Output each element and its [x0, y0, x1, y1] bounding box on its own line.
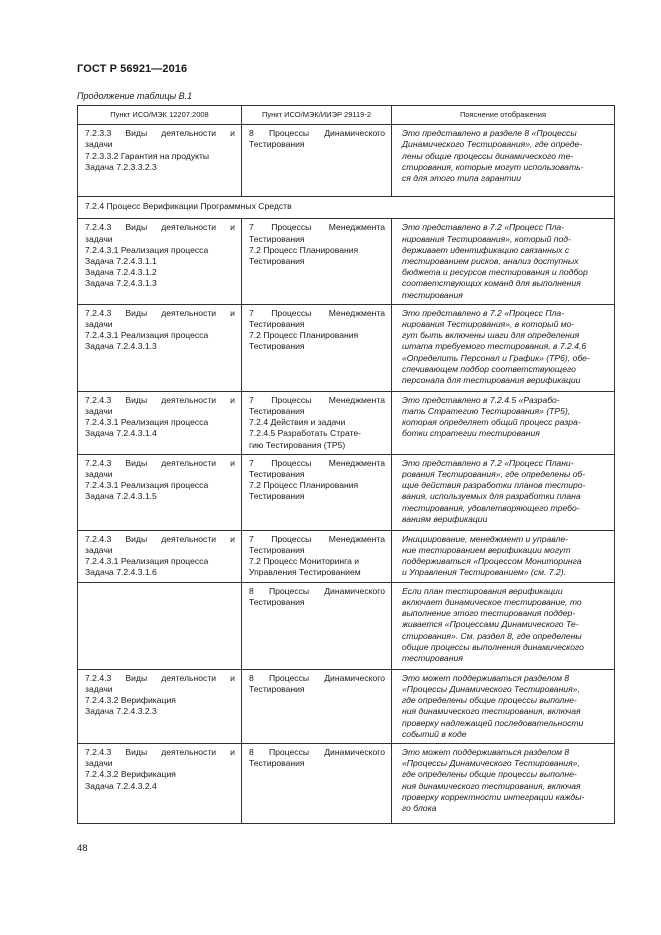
cell-text-line: 8 Процессы Динамического	[249, 747, 385, 758]
cell-text-line: соответствующих команд для выполнения	[402, 278, 581, 289]
table-header-row	[78, 106, 615, 125]
cell-text-line: 7.2 Процесс Мониторинга и	[249, 556, 360, 567]
cell-text-line: 8 Процессы Динамического	[249, 672, 385, 683]
cell-text-line: 7.2.4.3 Виды деятельности и	[85, 222, 235, 233]
cell-text-line: Это представлено в 7.2 «Процесс Пла-	[402, 307, 565, 318]
cell-text-line: 7.2.4.3 Виды деятельности и	[85, 307, 235, 318]
cell-text-line: «Определить Персонал и График» (ТР6), обе-	[402, 352, 590, 363]
cell-text-line: нирования Тестирования», в который мо-	[402, 319, 575, 330]
table-row	[78, 304, 615, 391]
section-heading: 7.2.4 Процесс Верификации Программных Средств	[78, 197, 615, 219]
explanation-cell	[392, 530, 615, 582]
cell-text-line: стирования, которые могут использовать-	[402, 161, 584, 172]
cell-text-line: проверку корректности интеграции кажды-	[402, 791, 585, 802]
cell-text-line: рования Тестирования», где определены об-	[402, 469, 586, 480]
explanation-cell	[392, 454, 615, 530]
cell-text-line: 7.2 Процесс Планирования	[249, 330, 359, 341]
cell-text-line: тестирования	[402, 289, 463, 300]
cell-text-line: 7.2.4.3.1 Реализация процесса	[85, 330, 209, 341]
cell-text-line: Инициирование, менеджмент и управле-	[402, 533, 568, 544]
cell-text-line: ния динамического тестирования, включая	[402, 706, 581, 717]
cell-text-line: 7 Процессы Менеджмента	[249, 394, 385, 405]
cell-text-line: задачи	[85, 319, 113, 330]
cell-text-line: тать Стратегию Тестирования» (ТР5),	[402, 406, 571, 417]
cell-text-line: Задача 7.2.4.3.1.1	[85, 256, 157, 267]
cell-text-line: Это может поддерживаться разделом 8	[402, 747, 570, 758]
table-row	[78, 582, 615, 669]
cell-text-line: Задача 7.2.4.3.1.3	[85, 278, 157, 289]
iso12207-clause-cell	[78, 530, 242, 582]
cell-text-line: ся для этого типа гарантии	[402, 173, 521, 184]
cell-text-line: 7.2.4.3.2 Верификация	[85, 769, 176, 780]
cell-text-line: 7.2.3.3 Виды деятельности и	[85, 128, 235, 139]
cell-text-line: персонала для тестирования верификации	[402, 375, 581, 386]
cell-text-line: Это представлено в 7.2 «Процесс Плани-	[402, 457, 574, 468]
cell-text-line: событий в коде	[402, 728, 467, 739]
page-number: 48	[77, 843, 88, 854]
cell-text-line: ния динамического тестирования, включая	[402, 780, 581, 791]
iso12207-clause-cell	[78, 219, 242, 304]
cell-text-line: Задача 7.2.4.3.1.6	[85, 567, 157, 578]
cell-text-line: 8 Процессы Динамического	[249, 585, 385, 596]
cell-text-line: нирования Тестирования», который под-	[402, 233, 571, 244]
cell-text-line: держивает идентификацию связанных с	[402, 244, 570, 255]
cell-text-line: 7.2 Процесс Планирования	[249, 480, 359, 491]
cell-text-line: задачи	[85, 469, 113, 480]
cell-text-line: Это представлено в разделе 8 «Процессы	[402, 128, 577, 139]
explanation-cell	[392, 391, 615, 454]
cell-text-line: бюджета и ресурсов тестирования и подбор	[402, 267, 588, 278]
cell-text-line: задачи	[85, 758, 113, 769]
table-body	[78, 125, 615, 824]
cell-text-line: Тестирования	[249, 233, 305, 244]
cell-text-line: гию Тестирования (ТР5)	[249, 439, 346, 450]
cell-text-line: Это может поддерживаться разделом 8	[402, 672, 570, 683]
cell-text-line: 7.2.4.3 Виды деятельности и	[85, 672, 235, 683]
cell-text-line: Задача 7.2.4.3.1.3	[85, 341, 157, 352]
cell-text-line: Тестирования	[249, 491, 305, 502]
mapping-table	[77, 105, 615, 824]
cell-text-line: общие процессы выполнения динамического	[402, 641, 584, 652]
iso29119-clause-cell	[242, 125, 392, 197]
cell-text-line: Тестирования	[249, 758, 305, 769]
cell-text-line: Динамического Тестирования», где опреде-	[402, 139, 583, 150]
column-header-iso29119: Пункт ИСО/МЭК/ИИЭР 29119-2	[242, 106, 392, 125]
cell-text-line: проверку надлежащей последовательности	[402, 717, 584, 728]
cell-text-line: щие действия разработки планов тестиро-	[402, 480, 586, 491]
cell-text-line: Задача 7.2.4.3.1.2	[85, 267, 157, 278]
iso12207-clause-cell	[78, 304, 242, 391]
cell-text-line: Тестирования	[249, 406, 305, 417]
document-title: ГОСТ Р 56921—2016	[77, 63, 188, 75]
table-row	[78, 219, 615, 304]
table-row	[78, 669, 615, 743]
cell-text-line: ваниям верификации	[402, 513, 488, 524]
explanation-cell	[392, 582, 615, 669]
cell-text-line: задачи	[85, 233, 113, 244]
cell-text-line: задачи	[85, 684, 113, 695]
cell-text-line: Тестирования	[249, 139, 305, 150]
cell-text-line: тестированием рисков, анализ доступных	[402, 256, 579, 267]
cell-text-line: поддерживаться «Процессом Мониторинга	[402, 556, 582, 567]
iso29119-clause-cell	[242, 669, 392, 743]
cell-text-line: го блока	[402, 803, 437, 814]
cell-text-line: Если план тестирования верификации	[402, 585, 563, 596]
cell-text-line: 7.2.4.5 Разработать Страте-	[249, 428, 362, 439]
explanation-cell	[392, 125, 615, 197]
cell-text-line: Задача 7.2.3.3.2.3	[85, 161, 157, 172]
cell-text-line: 7.2.4.3.1 Реализация процесса	[85, 556, 209, 567]
cell-text-line: задачи	[85, 406, 113, 417]
cell-text-line: 7.2.4.3 Виды деятельности и	[85, 747, 235, 758]
cell-text-line: 8 Процессы Динамического	[249, 128, 385, 139]
explanation-cell	[392, 744, 615, 824]
cell-text-line: и Управления Тестированием» (см. 7.2).	[402, 567, 566, 578]
cell-text-line: Тестирования	[249, 256, 305, 267]
iso29119-clause-cell	[242, 219, 392, 304]
cell-text-line: 7.2.4.3 Виды деятельности и	[85, 394, 235, 405]
cell-text-line: которая определяет общий процесс разра-	[402, 417, 581, 428]
table-continuation-label: Продолжение таблицы В.1	[77, 91, 193, 101]
cell-text-line: 7.2.4.3.1 Реализация процесса	[85, 480, 209, 491]
iso29119-clause-cell	[242, 391, 392, 454]
cell-text-line: 7.2.4.3 Виды деятельности и	[85, 533, 235, 544]
cell-text-line: выполнение этого тестирования поддер-	[402, 608, 576, 619]
cell-text-line: 7.2.4.3.1 Реализация процесса	[85, 244, 209, 255]
iso29119-clause-cell	[242, 304, 392, 391]
cell-text-line: ботки стратегии тестирования	[402, 428, 540, 439]
cell-text-line: Тестирования	[249, 597, 305, 608]
column-header-iso12207: Пункт ИСО/МЭК 12207:2008	[78, 106, 242, 125]
cell-text-line: включает динамическое тестирование, то	[402, 597, 582, 608]
column-header-explanation: Пояснение отображения	[392, 106, 615, 125]
cell-text-line: 7 Процессы Менеджмента	[249, 222, 385, 233]
table-row	[78, 454, 615, 530]
cell-text-line: Тестирования	[249, 341, 305, 352]
cell-text-line: 7.2.4.3.2 Верификация	[85, 695, 176, 706]
iso12207-clause-cell	[78, 744, 242, 824]
cell-text-line: 7.2.4 Действия и задачи	[249, 417, 346, 428]
cell-text-line: 7.2.4.3.1 Реализация процесса	[85, 417, 209, 428]
cell-text-line: задачи	[85, 139, 113, 150]
iso12207-clause-cell	[78, 391, 242, 454]
iso12207-clause-cell	[78, 582, 242, 669]
cell-text-line: тестирования	[402, 653, 463, 664]
explanation-cell	[392, 219, 615, 304]
cell-text-line: спечивающем подбор соответствующего	[402, 363, 576, 374]
cell-text-line: Тестирования	[249, 469, 305, 480]
cell-text-line: тестирования, удовлетворяющего требо-	[402, 502, 580, 513]
table-row	[78, 125, 615, 197]
iso29119-clause-cell	[242, 582, 392, 669]
cell-text-line: «Процессы Динамического Тестирования»,	[402, 684, 580, 695]
cell-text-line: где определены общие процессы выполне-	[402, 769, 577, 780]
cell-text-line: ние тестированием верификации могут	[402, 545, 571, 556]
iso29119-clause-cell	[242, 454, 392, 530]
cell-text-line: задачи	[85, 545, 113, 556]
cell-text-line: 7.2.3.3.2 Гарантия на продукты	[85, 150, 210, 161]
cell-text-line: 7.2 Процесс Планирования	[249, 244, 359, 255]
iso12207-clause-cell	[78, 454, 242, 530]
cell-text-line: вания, используемых для разработки плана	[402, 491, 581, 502]
cell-text-line: Это представлено в 7.2.4.5 «Разрабо-	[402, 394, 560, 405]
cell-text-line: гут быть включены шаги для определения	[402, 330, 580, 341]
iso29119-clause-cell	[242, 530, 392, 582]
cell-text-line: живается «Процессами Динамического Те-	[402, 619, 579, 630]
explanation-cell	[392, 304, 615, 391]
cell-text-line: Управления Тестированием	[249, 567, 361, 578]
explanation-cell	[392, 669, 615, 743]
cell-text-line: Это представлено в 7.2 «Процесс Пла-	[402, 222, 565, 233]
cell-text-line: Тестирования	[249, 319, 305, 330]
table-row	[78, 391, 615, 454]
cell-text-line: Задача 7.2.4.3.2.4	[85, 780, 157, 791]
cell-text-line: Задача 7.2.4.3.1.4	[85, 428, 157, 439]
iso12207-clause-cell	[78, 669, 242, 743]
table-row	[78, 530, 615, 582]
cell-text-line: Тестирования	[249, 545, 305, 556]
table-section-row	[78, 197, 615, 219]
iso29119-clause-cell	[242, 744, 392, 824]
cell-text-line: «Процессы Динамического Тестирования»,	[402, 758, 580, 769]
cell-text-line: Задача 7.2.4.3.1.5	[85, 491, 157, 502]
cell-text-line: стирования». См. раздел 8, где определены	[402, 630, 582, 641]
iso12207-clause-cell	[78, 125, 242, 197]
cell-text-line: Задача 7.2.4.3.2.3	[85, 706, 157, 717]
cell-text-line: лены общие процессы динамического те-	[402, 150, 574, 161]
cell-text-line: 7 Процессы Менеджмента	[249, 533, 385, 544]
cell-text-line: 7 Процессы Менеджмента	[249, 457, 385, 468]
cell-text-line: Тестирования	[249, 684, 305, 695]
table-row	[78, 744, 615, 824]
cell-text-line: 7 Процессы Менеджмента	[249, 307, 385, 318]
cell-text-line: 7.2.4.3 Виды деятельности и	[85, 457, 235, 468]
cell-text-line: где определены общие процессы выполне-	[402, 695, 577, 706]
cell-text-line: штата требуемого тестирования, в 7.2.4.6	[402, 341, 587, 352]
